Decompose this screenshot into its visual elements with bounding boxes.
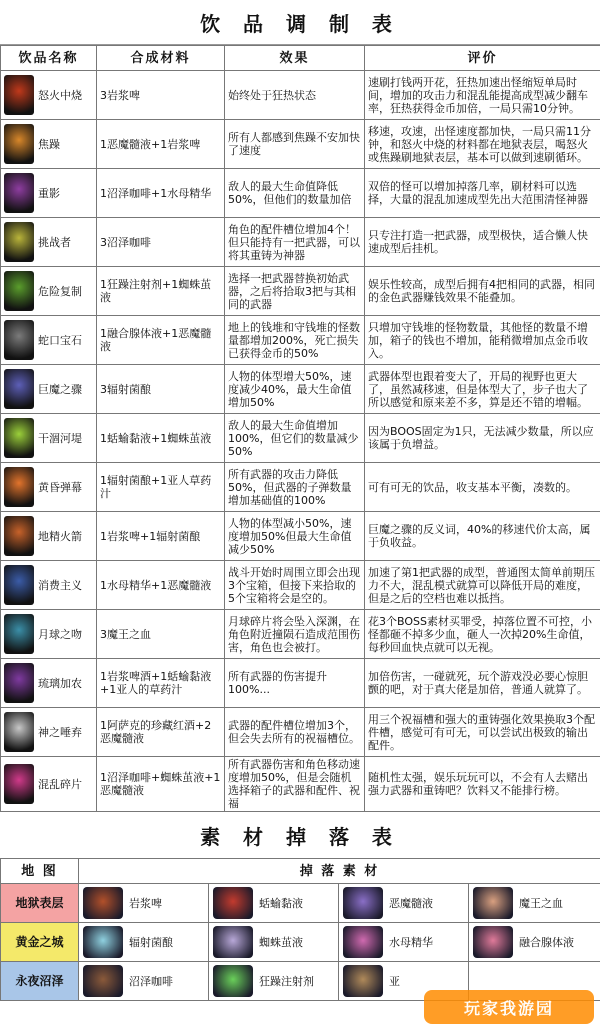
material-table-title: 素 材 掉 落 表 xyxy=(200,824,400,849)
drink-materials: 1岩浆啤+1辐射菌酿 xyxy=(97,512,225,561)
drink-effect: 人物的体型减小50%，速度增加50%但最大生命值减少50% xyxy=(225,512,365,561)
drink-name-cell xyxy=(1,512,97,561)
drink-materials: 1融合腺体液+1恶魔髓液 xyxy=(97,316,225,365)
material-cell xyxy=(339,884,469,923)
drink-name: 焦躁 xyxy=(38,137,60,151)
drink-effect: 地上的钱堆和守钱堆的怪数量都增加200%，死亡损失已获得金币的50% xyxy=(225,316,365,365)
drink-row xyxy=(1,561,600,610)
drink-icon xyxy=(4,663,34,703)
drink-review: 可有可无的饮品，收支基本平衡，凑数的。 xyxy=(365,463,600,512)
drink-icon xyxy=(4,124,34,164)
site-watermark: 玩家我游园 xyxy=(424,990,594,1024)
drink-name-cell xyxy=(1,414,97,463)
drink-materials: 1恶魔髓液+1岩浆啤 xyxy=(97,120,225,169)
material-icon xyxy=(83,926,123,958)
material-name: 岩浆啤 xyxy=(129,896,162,910)
drink-review: 武器体型也跟着变大了，开局的视野也更大了，虽然减移速，但是体型大了，步子也大了所以感觉和原来差不多，算是还不错的增幅。 xyxy=(365,365,600,414)
drink-name-cell xyxy=(1,120,97,169)
material-icon xyxy=(343,965,383,997)
drink-row xyxy=(1,414,600,463)
drink-materials: 1蛞蝓黏液+1蜘蛛茧液 xyxy=(97,414,225,463)
drink-row xyxy=(1,267,600,316)
drink-effect: 战斗开始时周围立即会出现3个宝箱，但接下来拾取的5个宝箱将会是空的。 xyxy=(225,561,365,610)
drink-name-cell xyxy=(1,757,97,812)
drink-name-cell xyxy=(1,218,97,267)
drink-row xyxy=(1,316,600,365)
drink-effect: 敌人的最大生命值增加100%，但它们的数量减少50% xyxy=(225,414,365,463)
drink-row xyxy=(1,708,600,757)
drink-review: 随机性太强，娱乐玩玩可以，不会有人去赌出强力武器和重铸吧？饮料又不能排行榜。 xyxy=(365,757,600,812)
material-icon xyxy=(473,887,513,919)
drink-materials: 1狂躁注射剂+1蜘蛛茧液 xyxy=(97,267,225,316)
drink-name: 消费主义 xyxy=(38,578,82,592)
drink-name-cell xyxy=(1,659,97,708)
material-row xyxy=(1,923,600,962)
drink-materials: 1岩浆啤酒+1蛞蝓黏液+1亚人的草药汁 xyxy=(97,659,225,708)
drink-name: 挑战者 xyxy=(38,235,71,249)
drink-icon xyxy=(4,764,34,804)
material-name: 狂躁注射剂 xyxy=(259,974,314,988)
drink-review: 双倍的怪可以增加掉落几率，刷材料可以选择，大量的混乱加速成型先出大范围清怪神器 xyxy=(365,169,600,218)
header-materials: 合成材料 xyxy=(97,46,225,71)
material-icon xyxy=(213,926,253,958)
drink-row xyxy=(1,218,600,267)
material-icon xyxy=(343,887,383,919)
drink-icon xyxy=(4,516,34,556)
material-name: 蛞蝓黏液 xyxy=(259,896,303,910)
drink-review: 只增加守钱堆的怪物数量，其他怪的数量不增加，箱子的钱也不增加，能稍微增加点金币收入。 xyxy=(365,316,600,365)
drink-name-cell xyxy=(1,316,97,365)
drink-name-cell xyxy=(1,463,97,512)
material-cell xyxy=(339,923,469,962)
material-table xyxy=(0,858,600,1001)
material-cell xyxy=(79,923,209,962)
material-icon xyxy=(213,965,253,997)
drink-effect: 敌人的最大生命值降低50%，但他们的数量加倍 xyxy=(225,169,365,218)
drink-materials: 3魔王之血 xyxy=(97,610,225,659)
drink-row xyxy=(1,169,600,218)
drink-icon xyxy=(4,75,34,115)
header-drink-name: 饮品名称 xyxy=(1,46,97,71)
drink-name: 地精火箭 xyxy=(38,529,82,543)
drink-materials: 3辐射菌酿 xyxy=(97,365,225,414)
drink-materials: 3岩浆啤 xyxy=(97,71,225,120)
header-effect: 效果 xyxy=(225,46,365,71)
drink-icon xyxy=(4,222,34,262)
drink-row xyxy=(1,120,600,169)
drink-name-cell xyxy=(1,610,97,659)
drink-review: 因为BOOS固定为1只，无法减少数量，所以应该属于负增益。 xyxy=(365,414,600,463)
material-cell xyxy=(469,923,600,962)
material-name: 融合腺体液 xyxy=(519,935,574,949)
map-name: 黄金之城 xyxy=(1,923,79,962)
drink-name: 月球之吻 xyxy=(38,627,82,641)
material-cell xyxy=(209,962,339,1001)
drink-review: 加速了第1把武器的成型，普通图太简单前期压力不大，混乱模式就算可以降低开局的难度，但是之后的空档也难以抵挡。 xyxy=(365,561,600,610)
drink-effect: 人物的体型增大50%，速度减少40%，最大生命值增加50% xyxy=(225,365,365,414)
drink-materials: 1水母精华+1恶魔髓液 xyxy=(97,561,225,610)
drink-row xyxy=(1,757,600,812)
drink-name-cell xyxy=(1,169,97,218)
drink-review: 加倍伤害，一碰就死，玩个游戏没必要心惊胆颤的吧，对于真大佬是加倍，普通人就算了。 xyxy=(365,659,600,708)
drink-name-cell xyxy=(1,267,97,316)
material-icon xyxy=(473,926,513,958)
drink-name: 黄昏弹幕 xyxy=(38,480,82,494)
header-drops: 掉 落 素 材 xyxy=(79,859,600,884)
material-name: 蜘蛛茧液 xyxy=(259,935,303,949)
drink-name: 怒火中烧 xyxy=(38,88,82,102)
header-review: 评价 xyxy=(365,46,600,71)
drink-row xyxy=(1,610,600,659)
drink-name-cell xyxy=(1,365,97,414)
drink-review: 巨魔之骤的反义词，40%的移速代价太高，属于负收益。 xyxy=(365,512,600,561)
drink-effect: 选择一把武器替换初始武器，之后将拾取3把与其相同的武器 xyxy=(225,267,365,316)
drink-icon xyxy=(4,467,34,507)
drink-name: 巨魔之骤 xyxy=(38,382,82,396)
drink-icon xyxy=(4,173,34,213)
material-cell xyxy=(209,923,339,962)
drink-icon xyxy=(4,320,34,360)
drink-review: 花3个BOSS素材买罪受，掉落位置不可控，小怪都砸不掉多少血，砸人一次掉20%生命值，每秒回血快点就可以无视。 xyxy=(365,610,600,659)
drink-icon xyxy=(4,271,34,311)
drink-row xyxy=(1,512,600,561)
material-name: 水母精华 xyxy=(389,935,433,949)
material-icon xyxy=(83,887,123,919)
drink-effect: 角色的配件槽位增加4个！但只能持有一把武器，可以将其重铸为神器 xyxy=(225,218,365,267)
material-cell xyxy=(79,884,209,923)
drink-effect: 所有人都感到焦躁不安加快了速度 xyxy=(225,120,365,169)
drink-review: 娱乐性较高，成型后拥有4把相同的武器，相同的金色武器赚钱效果不能叠加。 xyxy=(365,267,600,316)
drink-effect: 所有武器的攻击力降低50%，但武器的子弹数量增加基础值的100% xyxy=(225,463,365,512)
drink-row xyxy=(1,365,600,414)
drink-name: 干涸河堤 xyxy=(38,431,82,445)
material-icon xyxy=(213,887,253,919)
drink-icon xyxy=(4,712,34,752)
header-map: 地 图 xyxy=(1,859,79,884)
drink-effect: 所有武器的伤害提升100%... xyxy=(225,659,365,708)
drink-materials: 1辐射菌酿+1亚人草药汁 xyxy=(97,463,225,512)
drink-icon xyxy=(4,418,34,458)
drink-review: 用三个祝福槽和强大的重铸强化效果换取3个配件槽，感觉可有可无，可以尝试出极致的输出配件。 xyxy=(365,708,600,757)
drink-name: 蛇口宝石 xyxy=(38,333,82,347)
drink-icon xyxy=(4,369,34,409)
drink-icon xyxy=(4,614,34,654)
drink-name-cell xyxy=(1,561,97,610)
material-icon xyxy=(343,926,383,958)
drink-name: 混乱碎片 xyxy=(38,777,82,791)
drink-review: 移速，攻速，出怪速度都加快，一局只需11分钟，和怒火中烧的材料都在地狱表层，喝怒火或焦躁刷地狱表层，基本可以做到速刷循环。 xyxy=(365,120,600,169)
material-cell xyxy=(469,884,600,923)
drink-name: 神之唾弃 xyxy=(38,725,82,739)
material-name: 辐射菌酿 xyxy=(129,935,173,949)
drink-materials: 1沼泽咖啡+1水母精华 xyxy=(97,169,225,218)
drink-row xyxy=(1,71,600,120)
drink-effect: 始终处于狂热状态 xyxy=(225,71,365,120)
material-row xyxy=(1,884,600,923)
material-name: 沼泽咖啡 xyxy=(129,974,173,988)
drink-review: 速刷打钱两开花，狂热加速出怪缩短单局时间，增加的攻击力和混乱能提高成型减少翻车率，狂热获得金币加倍，一局只需10分钟。 xyxy=(365,71,600,120)
material-cell xyxy=(209,884,339,923)
material-name: 魔王之血 xyxy=(519,896,563,910)
drink-row xyxy=(1,659,600,708)
drink-name-cell xyxy=(1,708,97,757)
drink-name: 危险复制 xyxy=(38,284,82,298)
drink-name: 重影 xyxy=(38,186,60,200)
drink-effect: 所有武器伤害和角色移动速度增加50%，但是会随机选择箱子的武器和配件、祝福 xyxy=(225,757,365,812)
map-name: 永夜沼泽 xyxy=(1,962,79,1001)
material-name: 恶魔髓液 xyxy=(389,896,433,910)
drink-materials: 1阿萨克的珍藏红酒+2恶魔髓液 xyxy=(97,708,225,757)
material-icon xyxy=(83,965,123,997)
drink-row xyxy=(1,463,600,512)
map-name: 地狱表层 xyxy=(1,884,79,923)
drink-name-cell xyxy=(1,71,97,120)
drink-table-title: 饮 品 调 制 表 xyxy=(0,0,600,45)
material-cell xyxy=(79,962,209,1001)
material-name: 亚 xyxy=(389,974,400,988)
drink-review: 只专注打造一把武器，成型极快，适合懒人快速成型后挂机。 xyxy=(365,218,600,267)
drink-table xyxy=(0,45,600,812)
drink-materials: 1沼泽咖啡+蜘蛛茧液+1恶魔髓液 xyxy=(97,757,225,812)
drink-effect: 月球碎片将会坠入深渊，在角色附近撞陨石造成范围伤害，角色也会被打。 xyxy=(225,610,365,659)
drink-materials: 3沼泽咖啡 xyxy=(97,218,225,267)
drink-icon xyxy=(4,565,34,605)
drink-name: 琉璃加农 xyxy=(38,676,82,690)
drink-effect: 武器的配件槽位增加3个，但会失去所有的祝福槽位。 xyxy=(225,708,365,757)
